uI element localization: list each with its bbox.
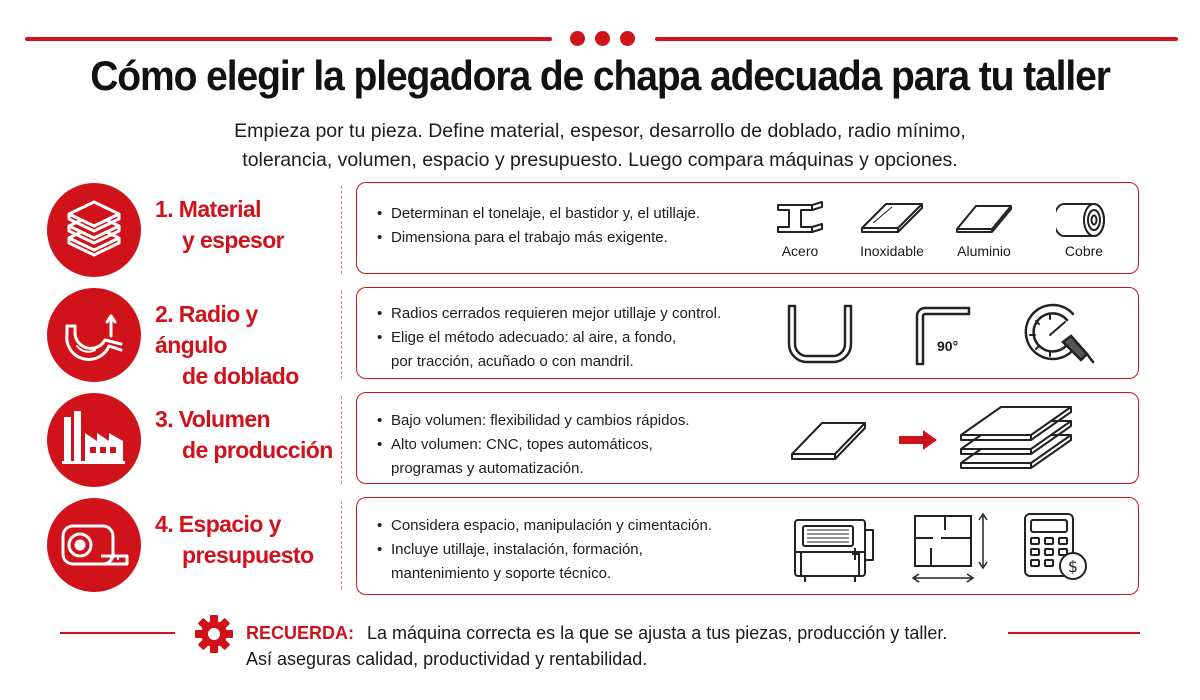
u-bend-profile-icon [785,302,855,368]
bullet-item: • Alto volumen: CNC, topes automáticos, programas y automatización. [377,433,777,481]
bullet-list [377,302,777,374]
bullet-item: • Dimensiona para el trabajo más exigente. [377,226,777,250]
metal-sheet-icon [954,201,1014,239]
material-copper: Cobre [1047,201,1121,259]
step-material [0,182,1200,278]
dashed-divider [341,501,342,589]
subtitle-line-1: Empieza por tu pieza. Define material, espesor, desarrollo de doblado, radio mínimo, [234,120,966,142]
dashed-divider [341,291,342,379]
tape-measure-icon [47,498,141,592]
bullet-item: • Elige el método adecuado: al aire, a fondo, por tracción, acuñado o con mandril. [377,326,777,374]
calculator-icon [1021,512,1093,584]
subtitle-line-2: tolerancia, volumen, espacio y presupuesto. Luego compara máquinas y opciones. [242,149,958,171]
svg-text:$: $ [1067,557,1079,576]
decorative-dots [570,31,636,47]
page-subtitle [100,117,1100,175]
step-label [155,194,335,256]
bullet-list [377,409,777,481]
angle-label: 90° [937,338,959,354]
step-label-line-1: 2. Radio y ángulo [155,301,258,358]
material-stainless: Inoxidable [847,201,937,259]
step-label [155,404,335,466]
steel-beam-icon [775,201,825,239]
bullet-item: • Incluye utillaje, instalación, formación, mantenimiento y soporte técnico. [377,538,777,586]
top-rule-left [25,37,552,41]
page-title: Cómo elegir la plegadora de chapa adecuada para tu taller [90,52,1110,99]
bullet-item: • Determinan el tonelaje, el bastidor y, el utillaje. [377,202,777,226]
step-card [356,497,1139,595]
floor-plan-icon [911,512,1001,586]
footer-line-1: RECUERDA: La máquina correcta es la que se ajusta a tus piezas, producción y taller. [246,623,948,643]
step-card [356,392,1139,484]
footer-rule-left [60,632,175,634]
step-card [356,182,1139,274]
top-rule-right [655,37,1178,41]
bullet-item: • Considera espacio, manipulación y cimentación. [377,514,777,538]
press-brake-machine-icon [791,512,877,584]
footer-highlight: RECUERDA: [246,623,354,643]
footer-line-2: Así aseguras calidad, productividad y rentabilidad. [246,649,648,669]
arrow-right-icon [897,429,939,451]
single-sheet-icon [789,419,869,463]
step-label-line-2: de producción [182,437,333,463]
step-label-line-1: 1. Material [155,196,261,222]
gear-icon [194,614,234,654]
angle-bend-icon [913,304,973,368]
metal-sheet-icon [859,201,925,239]
step-card [356,287,1139,379]
step-label-line-2: de doblado [182,363,299,389]
stacked-sheets-icon [957,405,1077,477]
step-label-line-2: presupuesto [182,542,314,568]
bullet-item: • Bajo volumen: flexibilidad y cambios rápidos. [377,409,777,433]
bullet-list [377,202,777,250]
step-volume [0,392,1200,488]
protractor-icon [1015,300,1095,372]
step-label-line-1: 4. Espacio y [155,511,281,537]
step-space-budget [0,497,1200,593]
bullet-item: • Radios cerrados requieren mejor utillaje y control. [377,302,777,326]
step-label [155,299,335,392]
step-label [155,509,335,571]
bullet-list [377,514,777,586]
stacked-sheets-icon [47,183,141,277]
dashed-divider [341,396,342,484]
bend-radius-icon [47,288,141,382]
step-radius [0,287,1200,389]
coil-icon [1056,201,1112,239]
factory-icon [47,393,141,487]
step-label-line-2: y espesor [182,227,284,253]
step-label-line-1: 3. Volumen [155,406,270,432]
footer-reminder [246,620,1006,672]
footer-rule-right [1008,632,1140,634]
dashed-divider [341,186,342,274]
material-steel: Acero [765,201,835,259]
material-aluminium: Aluminio [947,201,1021,259]
